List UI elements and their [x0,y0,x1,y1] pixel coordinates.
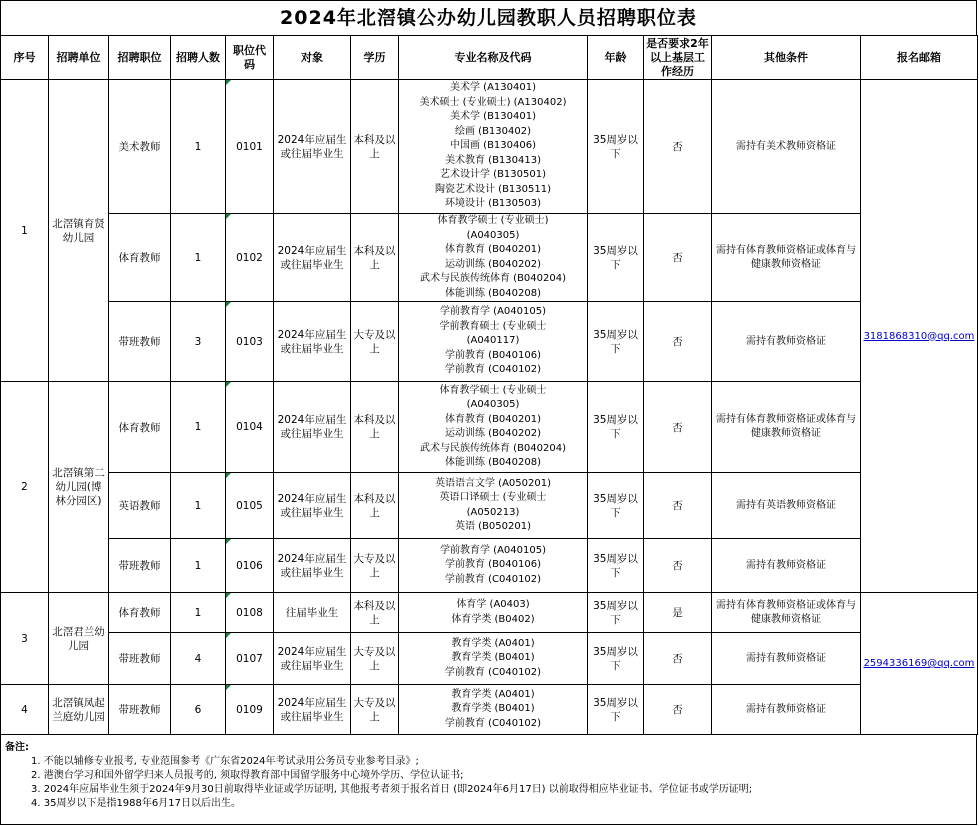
target-cell[interactable]: 2024年应届生或往届毕业生 [274,80,351,214]
major-item: 学前教育学 (A040105) [440,306,546,318]
major-item: 体育教育 (B040201) [444,413,541,425]
age-cell[interactable]: 35周岁以下 [588,593,644,633]
email-link[interactable]: 2594336169@qq.com [863,658,975,669]
major-item: 体育学 (A0403) [456,599,530,610]
major-item: 学前教育 (C040102) [444,666,542,678]
experience-cell[interactable]: 否 [644,473,712,539]
major-cell[interactable] [399,685,588,735]
age-cell[interactable]: 35周岁以下 [588,382,644,473]
code-cell[interactable]: 0102 [226,214,274,302]
note-line: 3. 2024年应届毕业生须于2024年9月30日前取得毕业证或学历证明, 其他报考者须于报名首日 (即2024年6月17日) 以前取得相应毕业证书、学位证书或学历证明; [31,784,753,795]
education-cell[interactable]: 本科及以上 [351,80,399,214]
unit-cell[interactable]: 北滘镇育贤幼儿园 [49,80,109,382]
table-row [1,80,978,214]
experience-cell[interactable]: 否 [644,633,712,685]
table-row [1,214,978,302]
code-cell[interactable]: 0106 [226,539,274,593]
major-item: 体育教学硕士 (专业硕士 [439,384,547,396]
education-cell[interactable]: 大专及以上 [351,539,399,593]
position-cell[interactable]: 带班教师 [109,539,171,593]
email-cell[interactable] [861,80,978,593]
code-cell[interactable]: 0104 [226,382,274,473]
experience-cell[interactable]: 否 [644,539,712,593]
recruitment-table [0,35,978,735]
major-item: 体育教学硕士 (专业硕士) [437,215,549,226]
code-cell[interactable]: 0109 [226,685,274,735]
experience-cell[interactable]: 否 [644,302,712,382]
header-position: 招聘职位 [109,36,171,80]
major-cell[interactable] [399,214,588,302]
note-line: 4. 35周岁以下是指1988年6月17日以后出生。 [31,798,241,809]
code-cell[interactable]: 0101 [226,80,274,214]
other-cell[interactable]: 需持有英语教师资格证 [712,473,861,539]
major-cell[interactable] [399,633,588,685]
position-cell[interactable]: 体育教师 [109,214,171,302]
major-item: 学前教育 (C040102) [444,717,542,729]
major-cell[interactable] [399,473,588,539]
target-cell[interactable]: 2024年应届生或往届毕业生 [274,473,351,539]
count-cell[interactable]: 3 [171,302,226,382]
table-row [1,382,978,473]
header-email: 报名邮箱 [861,36,978,80]
experience-cell[interactable]: 否 [644,214,712,302]
education-cell[interactable]: 本科及以上 [351,214,399,302]
notes-heading: 备注: [5,742,29,753]
major-item: 体育学类 (B0402) [451,613,535,625]
position-cell[interactable]: 美术教师 [109,80,171,214]
unit-cell[interactable]: 北滘君兰幼儿园 [49,593,109,685]
major-item: 环境设计 (B130503) [444,198,541,210]
major-item: 体能训练 (B040208) [444,457,541,468]
major-item: 学前教育 (C040102) [444,364,542,376]
age-cell[interactable]: 35周岁以下 [588,80,644,214]
note-line: 1. 不能以辅修专业报考, 专业范围参考《广东省2024年考试录用公务员专业参考目录》; [31,756,419,767]
target-cell[interactable]: 2024年应届生或往届毕业生 [274,633,351,685]
age-cell[interactable]: 35周岁以下 [588,214,644,302]
experience-cell[interactable]: 否 [644,685,712,735]
header-age: 年龄 [588,36,644,80]
major-item: 美术硕士 (专业硕士) (A130402) [419,96,567,108]
education-cell[interactable]: 大专及以上 [351,685,399,735]
major-item: 英语语言文学 (A050201) [435,477,551,489]
major-item: 英语 (B050201) [454,521,531,532]
table-row [1,539,978,593]
education-cell[interactable]: 本科及以上 [351,382,399,473]
experience-cell[interactable]: 否 [644,80,712,214]
age-cell[interactable]: 35周岁以下 [588,302,644,382]
other-cell[interactable]: 需持有教师资格证 [712,539,861,593]
major-item: 学前教育 (C040102) [444,573,542,585]
header-code: 职位代码 [226,36,274,80]
header-major: 专业名称及代码 [399,36,588,80]
other-cell[interactable]: 需持有体育教师资格证或体育与健康教师资格证 [712,593,861,633]
education-cell[interactable]: 本科及以上 [351,473,399,539]
target-cell[interactable]: 往届毕业生 [274,593,351,633]
header-target: 对象 [274,36,351,80]
age-cell[interactable]: 35周岁以下 [588,685,644,735]
major-item: 中国画 (B130406) [449,140,536,152]
major-item: 体育教育 (B040201) [444,244,541,255]
major-item: 绘画 (B130402) [454,125,531,137]
table-row [1,593,978,633]
other-cell[interactable]: 需持有教师资格证 [712,302,861,382]
header-unit: 招聘单位 [49,36,109,80]
major-cell[interactable] [399,382,588,473]
age-cell[interactable]: 35周岁以下 [588,633,644,685]
major-item: 武术与民族传统体育 (B040204) [419,442,566,454]
other-cell[interactable]: 需持有美术教师资格证 [712,80,861,214]
major-item: 武术与民族传统体育 (B040204) [419,273,566,284]
education-cell[interactable]: 大专及以上 [351,633,399,685]
page-title: 2024年北滘镇公办幼儿园教职人员招聘职位表 [0,0,977,35]
count-cell[interactable]: 6 [171,685,226,735]
major-item: (A050213) [466,506,520,518]
note-line: 2. 港澳台学习和国外留学归来人员报考的, 须取得教育部中国留学服务中心境外学历、学位认证书; [31,770,464,781]
code-cell[interactable]: 0107 [226,633,274,685]
other-cell[interactable]: 需持有教师资格证 [712,685,861,735]
code-cell[interactable]: 0108 [226,593,274,633]
header-count: 招聘人数 [171,36,226,80]
education-cell[interactable]: 本科及以上 [351,593,399,633]
header-seq: 序号 [1,36,49,80]
major-item: 教育学类 (A0401) [451,688,535,700]
table-row [1,685,978,735]
major-item: 体能训练 (B040208) [444,287,541,299]
table-row [1,633,978,685]
major-item: 陶瓷艺术设计 (B130511) [434,183,551,195]
major-item: 教育学类 (A0401) [451,637,535,649]
count-cell[interactable]: 1 [171,473,226,539]
experience-cell[interactable]: 是 [644,593,712,633]
target-cell[interactable]: 2024年应届生或往届毕业生 [274,214,351,302]
education-cell[interactable]: 大专及以上 [351,302,399,382]
target-cell[interactable]: 2024年应届生或往届毕业生 [274,382,351,473]
count-cell[interactable]: 1 [171,382,226,473]
major-item: (A040305) [466,229,520,241]
age-cell[interactable]: 35周岁以下 [588,539,644,593]
major-cell[interactable] [399,302,588,382]
major-item: 美术学 (A130401) [450,82,536,94]
seq-cell[interactable]: 1 [1,80,49,382]
position-cell[interactable]: 体育教师 [109,382,171,473]
major-item: 学前教育 (B040106) [444,349,541,361]
position-cell[interactable]: 带班教师 [109,633,171,685]
other-cell[interactable]: 需持有体育教师资格证或体育与健康教师资格证 [712,214,861,302]
major-item: 学前教育 (B040106) [444,559,541,571]
target-cell[interactable]: 2024年应届生或往届毕业生 [274,539,351,593]
unit-cell[interactable]: 北滘镇第二幼儿园(博林分园区) [49,382,109,593]
notes-section[interactable] [0,735,977,825]
header-experience: 是否要求2年以上基层工作经历 [644,36,712,80]
unit-cell[interactable]: 北滘镇凤起兰庭幼儿园 [49,685,109,735]
table-row [1,302,978,382]
header-other: 其他条件 [712,36,861,80]
major-item: (A040117) [466,335,520,347]
table-row [1,473,978,539]
major-item: 教育学类 (B0401) [451,652,535,664]
major-item: 英语口译硕士 (专业硕士 [439,492,547,503]
major-item: 运动训练 (B040202) [444,428,541,439]
experience-cell[interactable]: 否 [644,382,712,473]
other-cell[interactable]: 需持有体育教师资格证或体育与健康教师资格证 [712,382,861,473]
other-cell[interactable]: 需持有教师资格证 [712,633,861,685]
major-item: 美术教育 (B130413) [444,154,541,166]
major-cell[interactable] [399,80,588,214]
age-cell[interactable]: 35周岁以下 [588,473,644,539]
code-cell[interactable]: 0105 [226,473,274,539]
code-cell[interactable]: 0103 [226,302,274,382]
position-cell[interactable]: 体育教师 [109,593,171,633]
position-cell[interactable]: 带班教师 [109,302,171,382]
header-row [1,36,978,80]
target-cell[interactable]: 2024年应届生或往届毕业生 [274,302,351,382]
email-link[interactable]: 3181868310@qq.com [863,330,975,342]
major-item: 学前教育学 (A040105) [440,544,546,556]
count-cell[interactable]: 1 [171,214,226,302]
seq-cell[interactable]: 4 [1,685,49,735]
target-cell[interactable]: 2024年应届生或往届毕业生 [274,685,351,735]
major-item: 教育学类 (B0401) [451,703,535,715]
major-item: 运动训练 (B040202) [444,258,541,270]
seq-cell[interactable]: 2 [1,382,49,593]
header-education: 学历 [351,36,399,80]
count-cell[interactable]: 1 [171,80,226,214]
position-cell[interactable]: 英语教师 [109,473,171,539]
count-cell[interactable]: 1 [171,593,226,633]
major-item: 艺术设计学 (B130501) [439,169,546,181]
major-item: (A040305) [466,399,520,410]
major-cell[interactable] [399,539,588,593]
email-cell[interactable] [861,593,978,735]
seq-cell[interactable]: 3 [1,593,49,685]
position-cell[interactable]: 带班教师 [109,685,171,735]
major-item: 美术学 (B130401) [449,111,536,123]
major-item: 学前教育硕士 (专业硕士 [439,320,547,332]
major-cell[interactable] [399,593,588,633]
count-cell[interactable]: 1 [171,539,226,593]
count-cell[interactable]: 4 [171,633,226,685]
